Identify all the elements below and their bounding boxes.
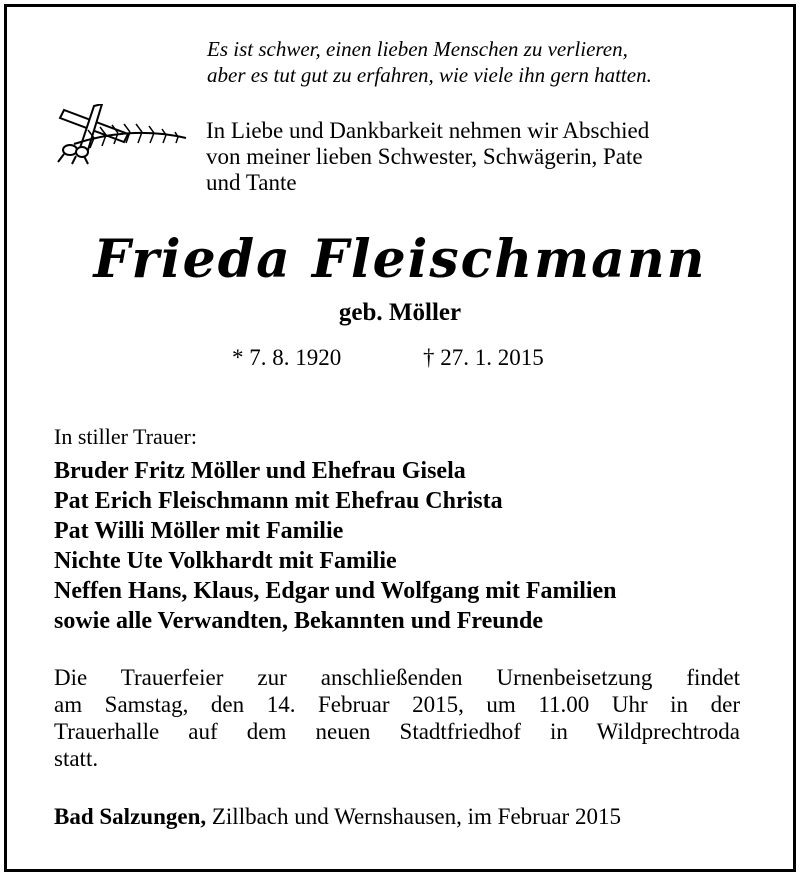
- mourner-line: Pat Erich Fleischmann mit Ehefrau Christa: [54, 488, 503, 514]
- birth-name: geb. Möller: [338, 299, 462, 326]
- intro-line: von meiner lieben Schwester, Schwägerin, Pate: [206, 144, 643, 169]
- mourners-list: [54, 456, 617, 636]
- service-line: am Samstag, den 14. Februar 2015, um 11.00 Uhr in der: [54, 692, 740, 717]
- intro-line: In Liebe und Dankbarkeit nehmen wir Abschied: [206, 118, 650, 143]
- quote-line: aber es tut gut zu erfahren, wie viele ihn gern hatten.: [207, 63, 652, 87]
- service-line: statt.: [54, 746, 99, 771]
- birth-date: * 7. 8. 1920: [232, 345, 342, 370]
- closing-rest: Zillbach und Wernshausen, im Februar 2015: [206, 804, 621, 829]
- mourning-label: In stiller Trauer:: [54, 424, 197, 449]
- mourner-line: Bruder Fritz Möller und Ehefrau Gisela: [54, 458, 466, 484]
- service-line: Trauerhalle auf dem neuen Stadtfriedhof in Wildprechtroda: [54, 719, 740, 744]
- cross-palm-icon: [54, 104, 190, 166]
- mourner-line: Nichte Ute Volkhardt mit Familie: [54, 548, 397, 574]
- service-info: [54, 664, 740, 772]
- quote: [207, 36, 652, 88]
- intro-text: [206, 118, 649, 196]
- closing-line: [54, 803, 621, 831]
- service-line: Die Trauerfeier zur anschließenden Urnenbeisetzung findet: [54, 665, 740, 690]
- closing-place: Bad Salzungen,: [54, 804, 207, 829]
- quote-line: Es ist schwer, einen lieben Menschen zu verlieren,: [207, 37, 628, 61]
- death-date: † 27. 1. 2015: [423, 345, 544, 370]
- mourner-line: Pat Willi Möller mit Familie: [54, 518, 344, 544]
- mourner-line: sowie alle Verwandten, Bekannten und Freunde: [54, 608, 543, 634]
- deceased-name: Frieda Fleischmann: [93, 229, 707, 290]
- intro-line: und Tante: [206, 170, 297, 195]
- mourner-line: Neffen Hans, Klaus, Edgar und Wolfgang mit Familien: [54, 578, 617, 604]
